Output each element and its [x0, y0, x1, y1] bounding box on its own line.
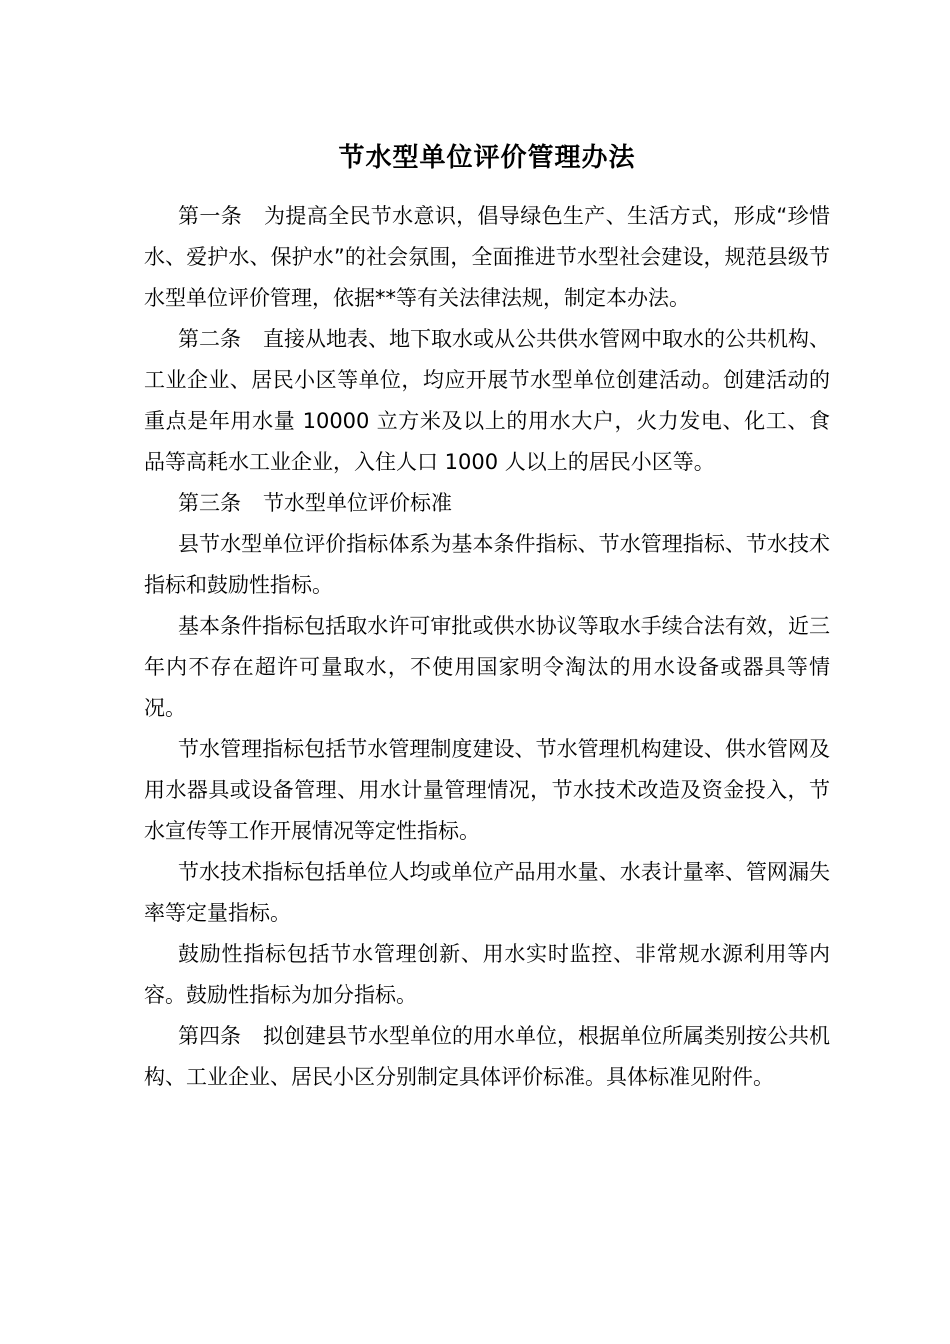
article-text: 节水型单位评价标准: [263, 491, 452, 515]
document-page: [144, 136, 830, 1098]
incentive-indicators-paragraph: 鼓励性指标包括节水管理创新、用水实时监控、非常规水源利用等内容。鼓励性指标为加分指标。: [144, 942, 830, 1007]
basic-conditions-paragraph: 基本条件指标包括取水许可审批或供水协议等取水手续合法有效，近三年内不存在超许可量取水，不使用国家明令淘汰的用水设备或器具等情况。: [144, 614, 830, 720]
article-number: 第一条: [178, 204, 243, 228]
article-number: 第三条: [178, 491, 241, 515]
article-text: 拟创建县节水型单位的用水单位，根据单位所属类别按公共机构、工业企业、居民小区分别制定具体评价标准。具体标准见附件。: [144, 1024, 830, 1089]
article-text: 为提高全民节水意识，倡导绿色生产、生活方式，形成“珍惜水、爱护水、保护水”的社会氛围，全面推进节水型社会建设，规范县级节水型单位评价管理，依据**等有关法律法规，制定本办法。: [144, 204, 830, 310]
management-indicators-paragraph: 节水管理指标包括节水管理制度建设、节水管理机构建设、供水管网及用水器具或设备管理、用水计量管理情况，节水技术改造及资金投入，节水宣传等工作开展情况等定性指标。: [144, 737, 830, 843]
article-number: 第二条: [178, 327, 241, 351]
article-3-paragraph: [144, 483, 830, 524]
article-4-paragraph: [144, 1016, 830, 1098]
article-number: 第四条: [178, 1024, 241, 1048]
document-title: 节水型单位评价管理办法: [338, 143, 636, 173]
technical-indicators-paragraph: 节水技术指标包括单位人均或单位产品用水量、水表计量率、管网漏失率等定量指标。: [144, 860, 830, 925]
article-text: 直接从地表、地下取水或从公共供水管网中取水的公共机构、工业企业、居民小区等单位，均应开展节水型单位创建活动。创建活动的重点是年用水量 10000 立方米及以上的用水大户，火力发电、化工、食品等高耗水工业企业，入住人口 1000 人以上的居民小区等。: [144, 327, 830, 474]
article-2-paragraph: [144, 319, 830, 483]
article-1-paragraph: [144, 196, 830, 319]
indicator-system-paragraph: 县节水型单位评价指标体系为基本条件指标、节水管理指标、节水技术指标和鼓励性指标。: [144, 532, 830, 597]
